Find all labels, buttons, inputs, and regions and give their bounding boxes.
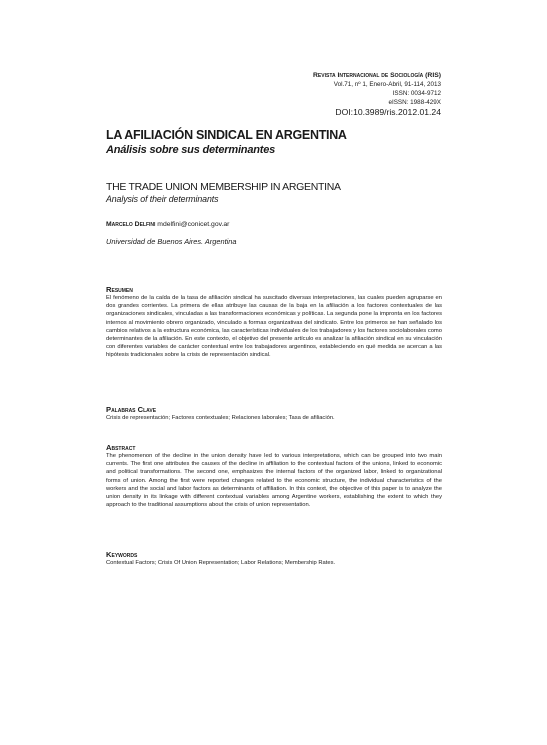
resumen-body: El fenómeno de la caída de la tasa de afiliación sindical ha suscitado diversas interpretaciones, las cuales pueden agruparse en dos grandes corrientes. La primera de ellas atribuye las causas de la baja en la afiliación a los factores contextuales de las organizaciones sindicales, vinculadas a las transformaciones económicas y políticas. La segunda pone la impronta en los factores internos al movimiento obrero organizado, vinculado a formas organizativas del sindicato. Entre los primeros se han señalado los cambios relativos a la estructura económica, las características individuales de los trabajadores y los factores sociolaborales como determinantes de la afiliación. En este contexto, el objetivo del presente artículo es analizar la afiliación sindical en su vinculación con diferentes variables de carácter contextual entre los trabajadores argentinos, estableciendo en qué medida se acercan a las hipótesis tradicionales sobre la crisis de representación sindical. <box>106 295 442 359</box>
journal-header <box>313 71 441 118</box>
spanish-title-block <box>106 128 446 158</box>
palabras-clave-body: Crisis de representación; Factores contextuales; Relaciones laborales; Tasa de afiliación. <box>106 415 335 421</box>
author-affiliation: Universidad de Buenos Aires. Argentina <box>106 237 237 246</box>
palabras-clave-section <box>106 405 442 422</box>
article-subtitle-es: Análisis sobre sus determinantes <box>106 144 276 156</box>
resumen-heading: Resumen <box>106 285 133 294</box>
abstract-heading: Abstract <box>106 443 136 452</box>
issn: ISSN: 0034-9712 <box>392 90 441 97</box>
eissn: eISSN: 1988-429X <box>388 99 441 106</box>
author-line <box>106 221 229 228</box>
abstract-body: The phenomenon of the decline in the union density have led to various interpretations, which can be grouped into two main currents. The first one attributes the causes of the decline in affiliation to the contextual factors of the unions, linked to economic and political transformations. The second one, emphasizes the internal factors of the organized labor, linked to organizational forms of union. Among the first were reported changes related to the economic structure, the individual characteristics of the workers and the social and labor factors as determinants of affiliation. In this context, the objective of this paper is to analyze the union density in its linkage with different contextual variables among Argentine workers, establishing the extent to which they approach to the traditional assumptions about the crisis of union representation. <box>106 453 442 509</box>
article-title-en: THE TRADE UNION MEMBERSHIP IN ARGENTINA <box>106 181 341 193</box>
palabras-clave-heading: Palabras Clave <box>106 405 157 414</box>
article-subtitle-en: Analysis of their determinants <box>106 194 219 204</box>
resumen-section <box>106 285 442 360</box>
doi: DOI:10.3989/ris.2012.01.24 <box>335 107 441 117</box>
journal-name: Revista Internacional de Sociología (RIS) <box>313 72 441 79</box>
author-name: Marcelo Delfini <box>106 221 156 228</box>
keywords-section <box>106 550 442 567</box>
author-email: mdelfini@conicet.gov.ar <box>157 221 230 228</box>
article-title-es: LA AFILIACIÓN SINDICAL EN ARGENTINA <box>106 128 347 142</box>
keywords-heading: Keywords <box>106 550 138 559</box>
volume-info: Vol.71, nº 1, Enero-Abril, 91-114, 2013 <box>333 81 441 88</box>
keywords-body: Contextual Factors; Crisis Of Union Representation; Labor Relations; Membership Rates. <box>106 560 336 566</box>
abstract-section <box>106 443 442 509</box>
